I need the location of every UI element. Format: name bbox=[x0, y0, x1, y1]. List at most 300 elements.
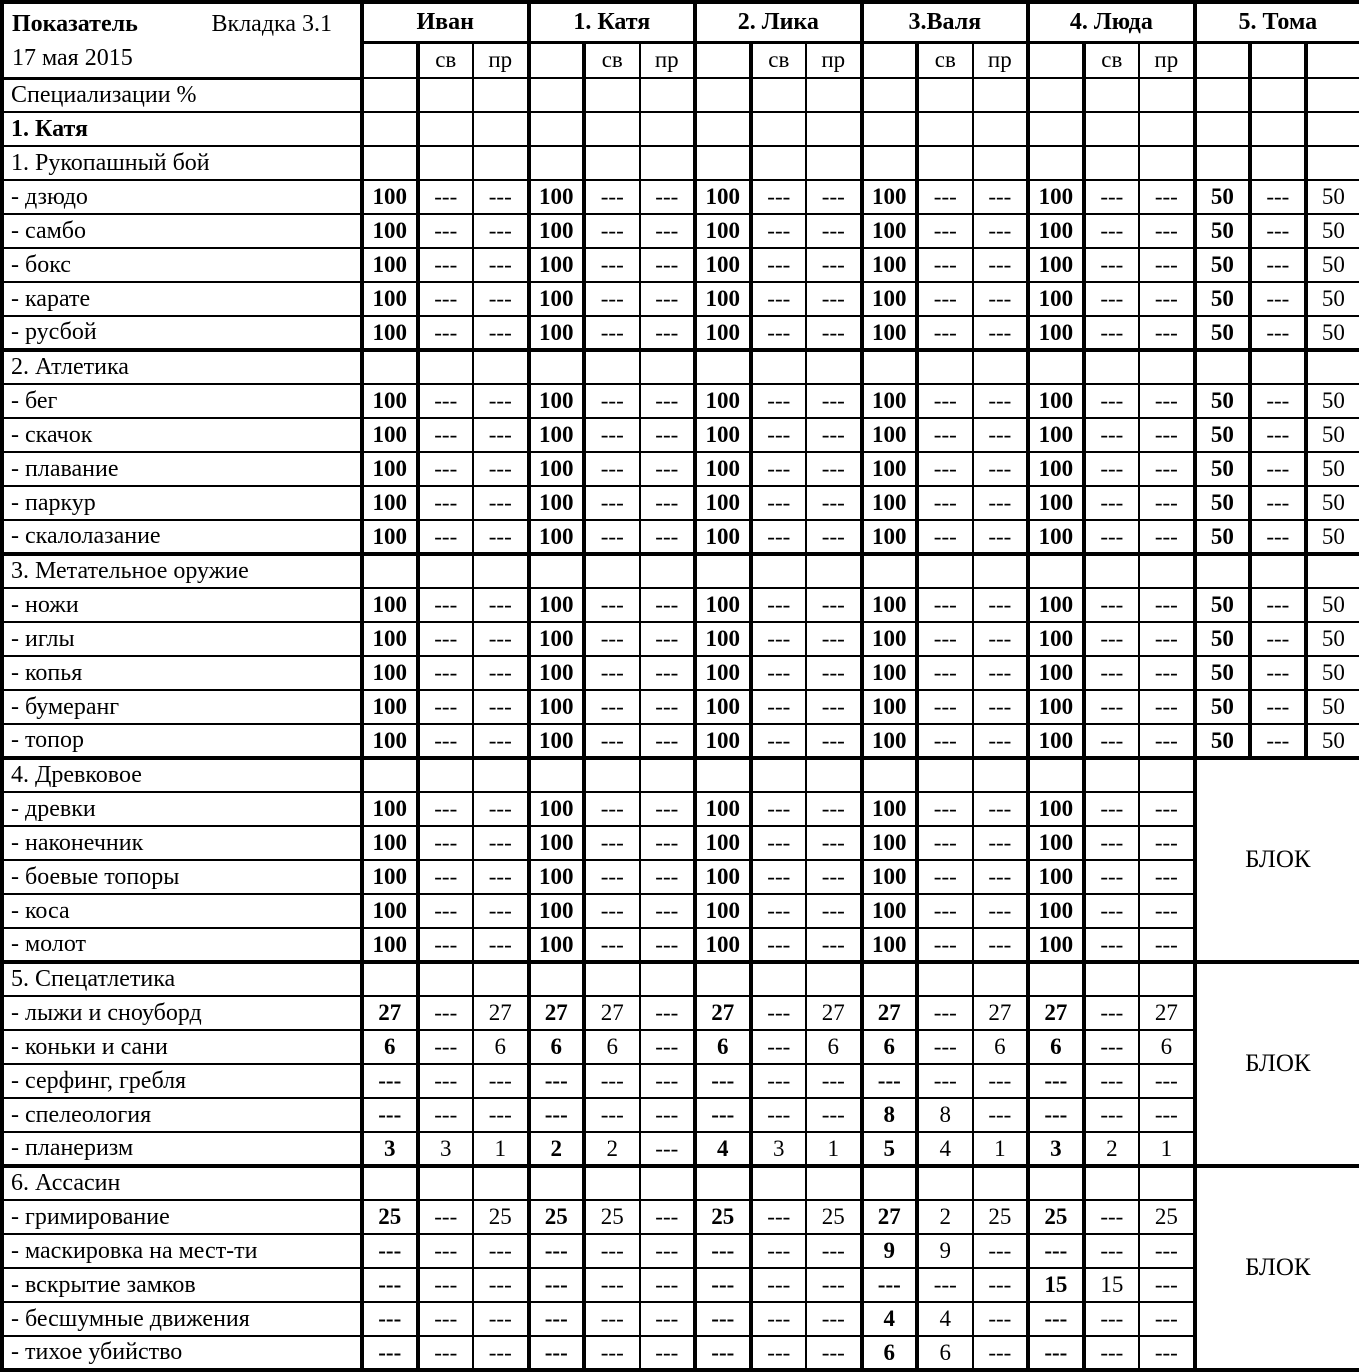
cell: 6 bbox=[806, 1030, 862, 1064]
cell bbox=[695, 350, 751, 384]
cell: --- bbox=[418, 384, 474, 418]
cell: 100 bbox=[1028, 214, 1084, 248]
row-label: - дзюдо bbox=[2, 180, 362, 214]
cell: --- bbox=[751, 486, 807, 520]
cell: --- bbox=[418, 792, 474, 826]
row-label: - лыжи и сноуборд bbox=[2, 996, 362, 1030]
cell: --- bbox=[584, 1064, 640, 1098]
cell bbox=[640, 78, 696, 112]
row-label: - наконечник bbox=[2, 826, 362, 860]
cell: --- bbox=[917, 282, 973, 316]
cell: 100 bbox=[862, 248, 918, 282]
cell: 100 bbox=[529, 928, 585, 962]
cell bbox=[473, 146, 529, 180]
cell: 100 bbox=[529, 316, 585, 350]
cell: 100 bbox=[362, 724, 418, 758]
person-header-valya: 3.Валя bbox=[862, 2, 1029, 42]
cell: 100 bbox=[529, 724, 585, 758]
cell: --- bbox=[1084, 1200, 1140, 1234]
cell: --- bbox=[473, 1268, 529, 1302]
cell: --- bbox=[584, 180, 640, 214]
cell bbox=[529, 112, 585, 146]
cell: 100 bbox=[695, 418, 751, 452]
cell: 100 bbox=[1028, 724, 1084, 758]
cell: 100 bbox=[862, 282, 918, 316]
cell bbox=[362, 146, 418, 180]
cell bbox=[1250, 554, 1306, 588]
cell: --- bbox=[640, 1336, 696, 1370]
cell bbox=[806, 112, 862, 146]
subheader-empty bbox=[1195, 42, 1251, 78]
cell: --- bbox=[1250, 690, 1306, 724]
cell: --- bbox=[1250, 520, 1306, 554]
cell: 6 bbox=[1139, 1030, 1195, 1064]
cell: --- bbox=[1139, 486, 1195, 520]
cell bbox=[1250, 78, 1306, 112]
cell: 15 bbox=[1028, 1268, 1084, 1302]
cell: --- bbox=[640, 1200, 696, 1234]
cell: --- bbox=[973, 656, 1029, 690]
table-row bbox=[2, 860, 1359, 894]
cell: 50 bbox=[1195, 520, 1251, 554]
cell: --- bbox=[473, 486, 529, 520]
cell bbox=[862, 554, 918, 588]
table-title: Показатель bbox=[12, 11, 138, 37]
cell: 50 bbox=[1195, 724, 1251, 758]
cell: --- bbox=[418, 588, 474, 622]
cell: --- bbox=[418, 1098, 474, 1132]
cell: --- bbox=[584, 452, 640, 486]
cell: 100 bbox=[529, 214, 585, 248]
cell: 25 bbox=[362, 1200, 418, 1234]
cell: 100 bbox=[1028, 282, 1084, 316]
cell bbox=[751, 554, 807, 588]
cell bbox=[1028, 962, 1084, 996]
cell bbox=[973, 554, 1029, 588]
cell bbox=[1195, 146, 1251, 180]
cell: --- bbox=[973, 214, 1029, 248]
cell: 100 bbox=[362, 520, 418, 554]
cell: --- bbox=[584, 622, 640, 656]
cell: --- bbox=[1250, 588, 1306, 622]
cell: --- bbox=[1250, 384, 1306, 418]
subheader-пр: пр bbox=[806, 42, 862, 78]
row-label: 4. Древковое bbox=[2, 758, 362, 792]
cell: --- bbox=[751, 588, 807, 622]
cell: --- bbox=[917, 792, 973, 826]
cell bbox=[751, 146, 807, 180]
cell: 100 bbox=[695, 384, 751, 418]
cell: 6 bbox=[862, 1030, 918, 1064]
cell bbox=[584, 350, 640, 384]
cell bbox=[640, 146, 696, 180]
table-row bbox=[2, 996, 1359, 1030]
cell: --- bbox=[584, 928, 640, 962]
cell: 50 bbox=[1195, 282, 1251, 316]
cell: --- bbox=[751, 656, 807, 690]
cell: --- bbox=[1139, 860, 1195, 894]
cell: --- bbox=[1084, 452, 1140, 486]
cell bbox=[751, 112, 807, 146]
row-label: - плавание bbox=[2, 452, 362, 486]
cell: --- bbox=[418, 1200, 474, 1234]
cell: --- bbox=[1084, 724, 1140, 758]
cell: --- bbox=[1084, 1234, 1140, 1268]
cell: 5 bbox=[862, 1132, 918, 1166]
cell: --- bbox=[418, 1268, 474, 1302]
cell: --- bbox=[973, 520, 1029, 554]
cell: --- bbox=[584, 282, 640, 316]
cell: --- bbox=[362, 1064, 418, 1098]
cell: --- bbox=[640, 826, 696, 860]
cell: 50 bbox=[1195, 180, 1251, 214]
cell: 25 bbox=[1028, 1200, 1084, 1234]
table-row bbox=[2, 588, 1359, 622]
cell: --- bbox=[1139, 418, 1195, 452]
cell: 50 bbox=[1306, 656, 1359, 690]
cell: 27 bbox=[806, 996, 862, 1030]
cell bbox=[473, 112, 529, 146]
row-label: - бумеранг bbox=[2, 690, 362, 724]
cell bbox=[1084, 554, 1140, 588]
block-cell: БЛОК bbox=[1195, 1166, 1359, 1370]
cell: --- bbox=[973, 1064, 1029, 1098]
cell: --- bbox=[584, 860, 640, 894]
cell bbox=[1195, 78, 1251, 112]
cell: 50 bbox=[1195, 384, 1251, 418]
cell: 8 bbox=[917, 1098, 973, 1132]
table-row bbox=[2, 1336, 1359, 1370]
cell: --- bbox=[529, 1268, 585, 1302]
cell: --- bbox=[806, 1336, 862, 1370]
cell: 2 bbox=[529, 1132, 585, 1166]
table-row bbox=[2, 962, 1359, 996]
cell: 6 bbox=[473, 1030, 529, 1064]
cell: --- bbox=[862, 1268, 918, 1302]
cell: --- bbox=[640, 418, 696, 452]
cell: 6 bbox=[917, 1336, 973, 1370]
table-row bbox=[2, 418, 1359, 452]
table-row bbox=[2, 826, 1359, 860]
cell bbox=[1250, 112, 1306, 146]
cell: --- bbox=[1139, 452, 1195, 486]
cell bbox=[862, 350, 918, 384]
cell bbox=[362, 758, 418, 792]
cell: 4 bbox=[917, 1132, 973, 1166]
cell: --- bbox=[917, 248, 973, 282]
cell bbox=[862, 962, 918, 996]
cell: --- bbox=[806, 1064, 862, 1098]
table-row bbox=[2, 1098, 1359, 1132]
cell bbox=[584, 78, 640, 112]
cell: --- bbox=[418, 214, 474, 248]
cell: 2 bbox=[1084, 1132, 1140, 1166]
cell: --- bbox=[917, 656, 973, 690]
table-row bbox=[2, 1200, 1359, 1234]
cell: --- bbox=[1084, 418, 1140, 452]
cell: --- bbox=[695, 1234, 751, 1268]
cell: 100 bbox=[862, 690, 918, 724]
cell: 50 bbox=[1306, 452, 1359, 486]
cell: --- bbox=[584, 520, 640, 554]
cell: 100 bbox=[695, 724, 751, 758]
table-row bbox=[2, 622, 1359, 656]
cell: 100 bbox=[1028, 622, 1084, 656]
table-row bbox=[2, 724, 1359, 758]
cell: 4 bbox=[917, 1302, 973, 1336]
cell: 50 bbox=[1195, 588, 1251, 622]
cell: --- bbox=[640, 724, 696, 758]
cell: --- bbox=[973, 1336, 1029, 1370]
cell bbox=[1084, 962, 1140, 996]
cell bbox=[1139, 112, 1195, 146]
cell: --- bbox=[806, 894, 862, 928]
cell: --- bbox=[1139, 520, 1195, 554]
cell: 100 bbox=[529, 792, 585, 826]
cell: --- bbox=[584, 894, 640, 928]
cell: --- bbox=[917, 690, 973, 724]
cell: --- bbox=[584, 418, 640, 452]
row-label: - вскрытие замков bbox=[2, 1268, 362, 1302]
cell: --- bbox=[1084, 928, 1140, 962]
cell: --- bbox=[1028, 1234, 1084, 1268]
cell: --- bbox=[418, 690, 474, 724]
cell: --- bbox=[751, 690, 807, 724]
cell bbox=[1306, 112, 1359, 146]
row-label: 1. Рукопашный бой bbox=[2, 146, 362, 180]
cell: --- bbox=[751, 520, 807, 554]
cell: --- bbox=[1139, 1098, 1195, 1132]
cell bbox=[584, 146, 640, 180]
row-label: - самбо bbox=[2, 214, 362, 248]
cell: --- bbox=[362, 1336, 418, 1370]
row-label: - гримирование bbox=[2, 1200, 362, 1234]
cell: --- bbox=[973, 1302, 1029, 1336]
row-label: - древки bbox=[2, 792, 362, 826]
cell: 50 bbox=[1306, 724, 1359, 758]
cell: --- bbox=[1139, 1234, 1195, 1268]
cell: --- bbox=[1084, 316, 1140, 350]
subheader-св: св bbox=[584, 42, 640, 78]
cell bbox=[1195, 554, 1251, 588]
cell: --- bbox=[1250, 248, 1306, 282]
cell bbox=[751, 758, 807, 792]
cell: 100 bbox=[1028, 928, 1084, 962]
table-row bbox=[2, 112, 1359, 146]
cell: --- bbox=[1084, 894, 1140, 928]
cell: --- bbox=[1084, 1098, 1140, 1132]
cell: 50 bbox=[1306, 588, 1359, 622]
cell bbox=[418, 1166, 474, 1200]
cell: --- bbox=[806, 826, 862, 860]
cell: --- bbox=[751, 1064, 807, 1098]
cell: --- bbox=[806, 282, 862, 316]
cell: --- bbox=[973, 588, 1029, 622]
cell: 9 bbox=[862, 1234, 918, 1268]
cell bbox=[1084, 758, 1140, 792]
cell: --- bbox=[473, 452, 529, 486]
cell bbox=[751, 78, 807, 112]
cell: 100 bbox=[1028, 418, 1084, 452]
cell: --- bbox=[473, 894, 529, 928]
cell: 4 bbox=[862, 1302, 918, 1336]
cell: --- bbox=[1084, 622, 1140, 656]
cell: --- bbox=[418, 1234, 474, 1268]
cell: --- bbox=[418, 486, 474, 520]
cell: 100 bbox=[1028, 894, 1084, 928]
cell: --- bbox=[640, 486, 696, 520]
cell: --- bbox=[973, 1098, 1029, 1132]
cell: --- bbox=[1139, 588, 1195, 622]
cell: --- bbox=[418, 520, 474, 554]
cell: 100 bbox=[362, 452, 418, 486]
subheader-empty bbox=[529, 42, 585, 78]
subheader-св: св bbox=[917, 42, 973, 78]
cell: --- bbox=[640, 996, 696, 1030]
cell: --- bbox=[751, 1030, 807, 1064]
cell: --- bbox=[806, 180, 862, 214]
cell: --- bbox=[1139, 282, 1195, 316]
cell: --- bbox=[806, 928, 862, 962]
cell: 100 bbox=[362, 214, 418, 248]
cell: --- bbox=[751, 1200, 807, 1234]
cell bbox=[695, 962, 751, 996]
cell bbox=[418, 962, 474, 996]
cell: --- bbox=[584, 1268, 640, 1302]
cell bbox=[1195, 350, 1251, 384]
cell: 100 bbox=[362, 248, 418, 282]
cell: --- bbox=[529, 1234, 585, 1268]
block-cell: БЛОК bbox=[1195, 962, 1359, 1166]
cell: --- bbox=[362, 1234, 418, 1268]
row-label: - тихое убийство bbox=[2, 1336, 362, 1370]
row-label: - скалолазание bbox=[2, 520, 362, 554]
cell bbox=[1084, 146, 1140, 180]
cell: 27 bbox=[1139, 996, 1195, 1030]
cell bbox=[1306, 146, 1359, 180]
cell bbox=[418, 758, 474, 792]
cell: 100 bbox=[862, 384, 918, 418]
cell: --- bbox=[584, 588, 640, 622]
cell: --- bbox=[1250, 486, 1306, 520]
cell: 25 bbox=[1139, 1200, 1195, 1234]
cell: --- bbox=[584, 1336, 640, 1370]
cell: --- bbox=[1139, 656, 1195, 690]
cell: 100 bbox=[862, 452, 918, 486]
cell: 100 bbox=[695, 282, 751, 316]
cell: --- bbox=[473, 248, 529, 282]
table-row bbox=[2, 1166, 1359, 1200]
cell: --- bbox=[1028, 1064, 1084, 1098]
cell bbox=[1139, 962, 1195, 996]
cell bbox=[1306, 554, 1359, 588]
cell: --- bbox=[473, 622, 529, 656]
cell: 25 bbox=[695, 1200, 751, 1234]
cell: --- bbox=[1084, 860, 1140, 894]
cell: 100 bbox=[695, 860, 751, 894]
cell: --- bbox=[973, 180, 1029, 214]
cell: 100 bbox=[862, 860, 918, 894]
cell: --- bbox=[418, 894, 474, 928]
row-label: Специализации % bbox=[2, 78, 362, 112]
cell: 27 bbox=[473, 996, 529, 1030]
cell: --- bbox=[1250, 452, 1306, 486]
cell: 100 bbox=[362, 316, 418, 350]
cell: --- bbox=[418, 418, 474, 452]
cell: 100 bbox=[362, 282, 418, 316]
cell: 50 bbox=[1306, 486, 1359, 520]
table-row bbox=[2, 146, 1359, 180]
subheader-empty bbox=[362, 42, 418, 78]
cell: --- bbox=[751, 1234, 807, 1268]
cell: 100 bbox=[695, 622, 751, 656]
row-label: - паркур bbox=[2, 486, 362, 520]
cell: 100 bbox=[529, 418, 585, 452]
cell: 100 bbox=[1028, 520, 1084, 554]
row-label: - карате bbox=[2, 282, 362, 316]
cell: --- bbox=[584, 690, 640, 724]
cell bbox=[473, 758, 529, 792]
cell: --- bbox=[751, 1302, 807, 1336]
cell: --- bbox=[1084, 792, 1140, 826]
cell: --- bbox=[1084, 1064, 1140, 1098]
cell: --- bbox=[473, 316, 529, 350]
cell: --- bbox=[917, 928, 973, 962]
cell: --- bbox=[917, 1268, 973, 1302]
cell bbox=[1195, 112, 1251, 146]
cell: --- bbox=[1084, 588, 1140, 622]
cell bbox=[862, 1166, 918, 1200]
table-row bbox=[2, 928, 1359, 962]
cell: 100 bbox=[862, 520, 918, 554]
cell bbox=[862, 758, 918, 792]
cell bbox=[362, 112, 418, 146]
cell: --- bbox=[806, 1234, 862, 1268]
cell: --- bbox=[529, 1302, 585, 1336]
row-label: - боевые топоры bbox=[2, 860, 362, 894]
cell: --- bbox=[584, 1098, 640, 1132]
cell: 100 bbox=[862, 826, 918, 860]
cell: 100 bbox=[862, 894, 918, 928]
cell: 100 bbox=[862, 656, 918, 690]
cell: --- bbox=[418, 282, 474, 316]
cell: --- bbox=[973, 1234, 1029, 1268]
cell: --- bbox=[418, 928, 474, 962]
cell: 25 bbox=[806, 1200, 862, 1234]
cell: --- bbox=[640, 622, 696, 656]
cell: --- bbox=[806, 248, 862, 282]
cell: 100 bbox=[362, 792, 418, 826]
person-header-ivan: Иван bbox=[362, 2, 529, 42]
cell: 50 bbox=[1195, 656, 1251, 690]
cell: 100 bbox=[1028, 384, 1084, 418]
cell: --- bbox=[1084, 384, 1140, 418]
cell: 50 bbox=[1306, 316, 1359, 350]
cell: 100 bbox=[862, 928, 918, 962]
cell: --- bbox=[751, 248, 807, 282]
table-row bbox=[2, 554, 1359, 588]
cell: 100 bbox=[529, 486, 585, 520]
cell: --- bbox=[973, 792, 1029, 826]
cell: --- bbox=[584, 486, 640, 520]
cell: 15 bbox=[1084, 1268, 1140, 1302]
cell bbox=[362, 78, 418, 112]
cell: --- bbox=[362, 1268, 418, 1302]
cell: 100 bbox=[862, 792, 918, 826]
cell: --- bbox=[917, 996, 973, 1030]
cell bbox=[917, 146, 973, 180]
cell: --- bbox=[1084, 1302, 1140, 1336]
